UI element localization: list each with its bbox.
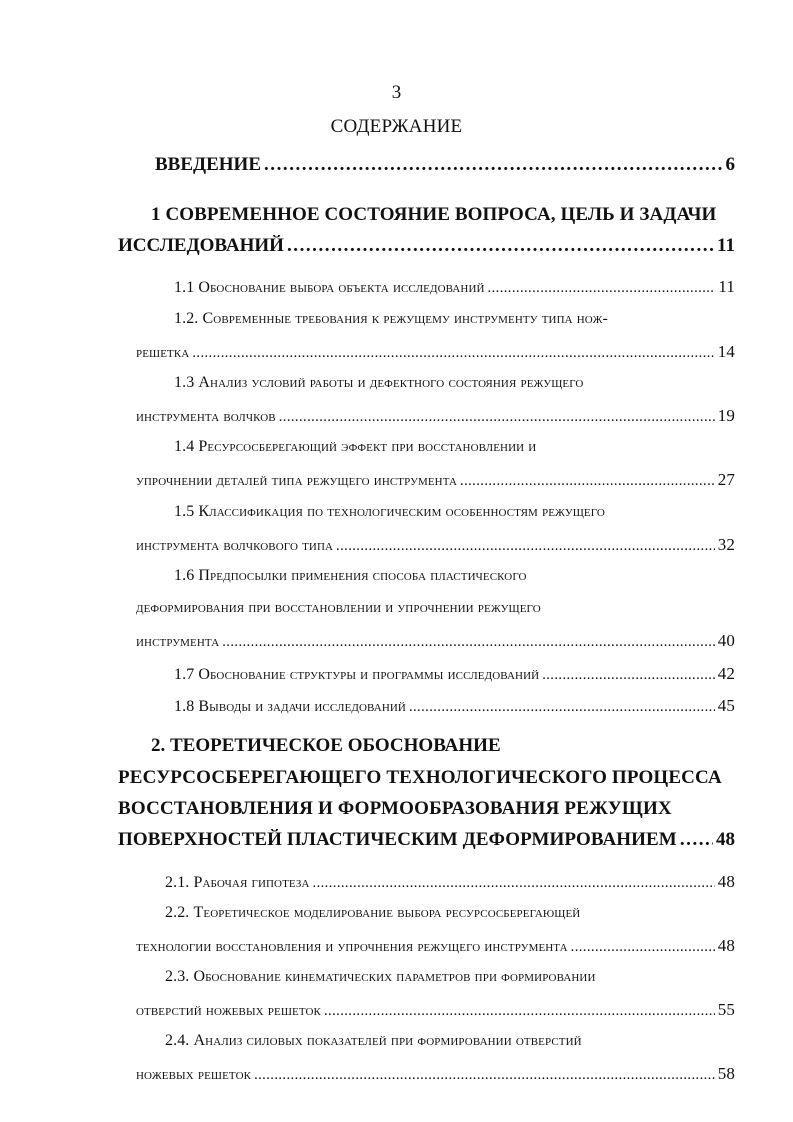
toc-entry-page: 19: [717, 406, 735, 425]
toc-entry-page: 32: [717, 535, 735, 554]
dot-leader: [409, 699, 715, 716]
toc-entry-label: 1.1 Обоснование выбора объекта исследований: [174, 279, 485, 296]
toc-entry-2-4[interactable]: [136, 1064, 735, 1084]
toc-entry-label: 2.1. Рабочая гипотеза: [165, 874, 310, 891]
toc-entry-1-3[interactable]: [136, 406, 735, 426]
toc-entry-2-4-line1[interactable]: 2.4. Анализ силовых показателей при формировании отверстий: [165, 1032, 582, 1049]
toc-entry-1-7[interactable]: [174, 664, 735, 684]
toc-chapter-2-line3[interactable]: ВОССТАНОВЛЕНИЯ И ФОРМООБРАЗОВАНИЯ РЕЖУЩИХ: [118, 798, 672, 819]
toc-entry-1-3-line1[interactable]: 1.3 Анализ условий работы и дефектного состояния режущего: [174, 374, 584, 391]
toc-entry-2-3-line1[interactable]: 2.3. Обоснование кинематических параметров при формировании: [165, 968, 596, 985]
toc-entry-1-1[interactable]: [174, 277, 735, 297]
toc-entry-page: 45: [717, 696, 735, 715]
dot-leader: [680, 829, 713, 851]
toc-entry-label: упрочнении деталей типа режущего инструмента: [136, 472, 458, 489]
toc-entry-2-2-line1[interactable]: 2.2. Теоретическое моделирование выбора ресурсосберегающей: [165, 904, 581, 921]
toc-entry-page: 6: [725, 154, 735, 175]
toc-entry-page: 58: [717, 1064, 735, 1083]
dot-leader: [254, 1067, 715, 1084]
toc-entry-page: 48: [717, 936, 735, 955]
toc-chapter-1[interactable]: [118, 235, 735, 257]
dot-leader: [336, 538, 715, 555]
toc-entry-2-2[interactable]: [136, 936, 735, 956]
toc-entry-label: решетка: [136, 344, 190, 361]
toc-chapter-1-line1[interactable]: 1 СОВРЕМЕННОЕ СОСТОЯНИЕ ВОПРОСА, ЦЕЛЬ И ЗАДАЧИ: [151, 204, 717, 225]
toc-entry-page: 48: [717, 872, 735, 891]
toc-entry-1-5-line1[interactable]: 1.5 Классификация по технологическим особенностям режущего: [174, 503, 605, 520]
toc-entry-label: 1.7 Обоснование структуры и программы исследований: [174, 666, 540, 683]
toc-entry-1-8[interactable]: [174, 696, 735, 716]
page-number: 3: [391, 82, 402, 103]
toc-chapter-2-line2[interactable]: РЕСУРСОСБЕРЕГАЮЩЕГО ТЕХНОЛОГИЧЕСКОГО ПРОЦЕССА: [118, 767, 722, 788]
toc-entry-1-2-line1[interactable]: 1.2. Современные требования к режущему инструменту типа нож-: [174, 310, 608, 327]
toc-entry-label: 1.8 Выводы и задачи исследований: [174, 698, 406, 715]
toc-entry-label: ножевых решеток: [136, 1066, 252, 1083]
dot-leader: [264, 154, 723, 176]
dot-leader: [488, 280, 716, 297]
toc-entry-page: 11: [717, 235, 735, 256]
toc-entry-page: 48: [716, 829, 735, 850]
toc-entry-2-1[interactable]: [165, 872, 735, 892]
toc-entry-1-4[interactable]: [136, 470, 735, 490]
dot-leader: [313, 875, 715, 892]
toc-entry-1-4-line1[interactable]: 1.4 Ресурсосберегающий эффект при восстановлении и: [174, 438, 537, 455]
toc-entry-label: инструмента: [136, 633, 220, 650]
toc-entry-intro[interactable]: [155, 154, 735, 176]
dot-leader: [571, 939, 715, 956]
toc-entry-page: 14: [717, 342, 735, 361]
toc-entry-1-6-line1[interactable]: 1.6 Предпосылки применения способа пластического: [174, 567, 527, 584]
toc-entry-label: ВВЕДЕНИЕ: [155, 154, 261, 175]
toc-entry-label: инструмента волчкового типа: [136, 537, 334, 554]
dot-leader: [279, 409, 715, 426]
toc-entry-label: отверстий ножевых решеток: [136, 1002, 321, 1019]
toc-entry-2-3[interactable]: [136, 1000, 735, 1020]
toc-entry-page: 55: [717, 1000, 735, 1019]
toc-entry-1-6[interactable]: [136, 631, 735, 651]
toc-entry-1-5[interactable]: [136, 535, 735, 555]
toc-entry-label: технологии восстановления и упрочнения режущего инструмента: [136, 938, 568, 955]
toc-entry-page: 27: [717, 470, 735, 489]
dot-leader: [460, 473, 715, 490]
toc-title: СОДЕРЖАНИЕ: [330, 116, 463, 137]
dot-leader: [287, 235, 714, 257]
toc-entry-page: 11: [718, 277, 735, 296]
dot-leader: [222, 634, 715, 651]
dot-leader: [324, 1003, 715, 1020]
dot-leader: [542, 667, 715, 684]
dot-leader: [192, 345, 714, 362]
toc-entry-1-2[interactable]: [136, 342, 735, 362]
toc-entry-page: 42: [717, 664, 735, 683]
toc-entry-label: инструмента волчков: [136, 408, 276, 425]
toc-entry-label: ПОВЕРХНОСТЕЙ ПЛАСТИЧЕСКИМ ДЕФОРМИРОВАНИЕМ: [118, 829, 677, 850]
toc-chapter-2[interactable]: [118, 829, 735, 851]
toc-chapter-2-line1[interactable]: 2. ТЕОРЕТИЧЕСКОЕ ОБОСНОВАНИЕ: [151, 735, 501, 756]
toc-entry-1-6-line2[interactable]: деформирования при восстановлении и упрочнении режущего: [136, 599, 541, 616]
toc-entry-page: 40: [717, 631, 735, 650]
toc-entry-label: ИССЛЕДОВАНИЙ: [118, 235, 284, 256]
